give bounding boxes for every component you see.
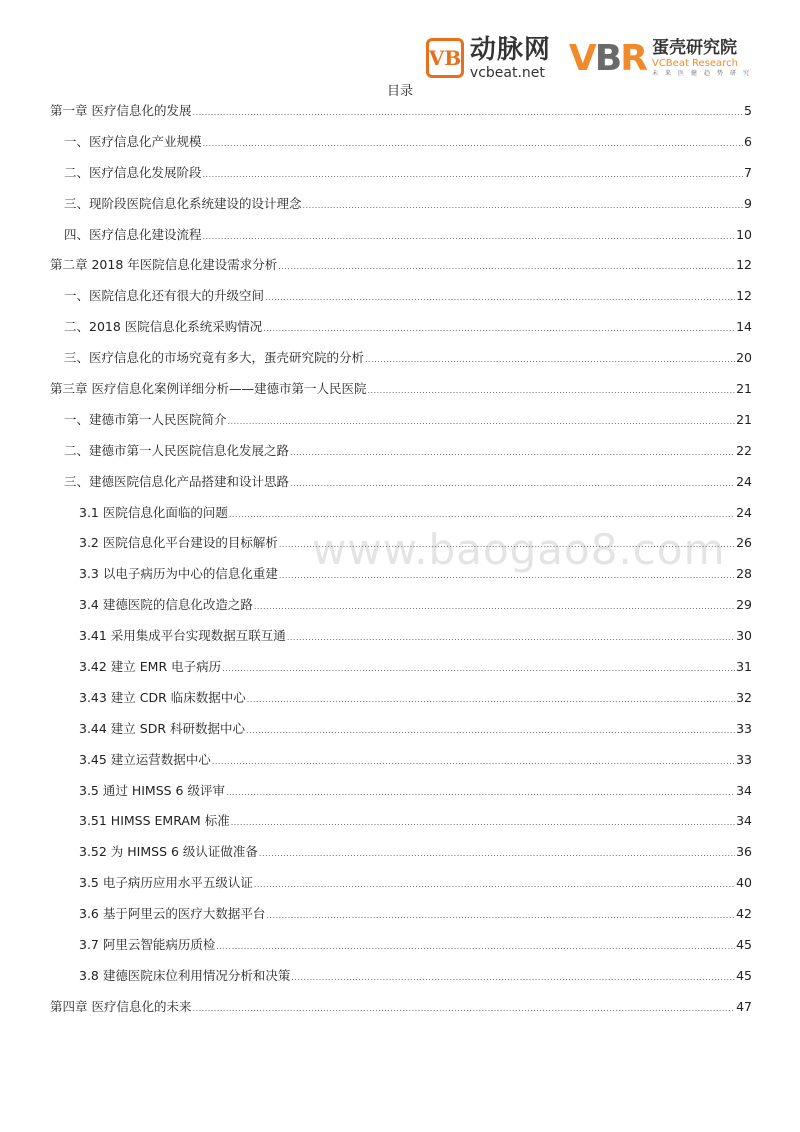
toc-entry-label: 第三章 医疗信息化案例详细分析——建德市第一人民医院 [50, 381, 367, 397]
toc-entry-label: 一、建德市第一人民医院简介 [64, 411, 227, 427]
toc-leader-dots [229, 500, 735, 531]
toc-leader-dots [279, 530, 735, 561]
toc-entry[interactable] [50, 528, 752, 559]
toc-entry-label: 3.2 医院信息化平台建设的目标解析 [79, 535, 278, 551]
toc-leader-dots [192, 98, 743, 129]
toc-entry-label: 3.44 建立 SDR 科研数据中心 [79, 720, 245, 736]
toc-entry-page: 33 [736, 751, 752, 767]
toc-leader-dots [226, 778, 735, 809]
toc-leader-dots [254, 870, 735, 901]
toc-entry-page: 9 [744, 195, 752, 211]
toc-entry-page: 47 [736, 998, 752, 1014]
toc-entry[interactable] [50, 961, 752, 992]
toc-entry[interactable] [50, 776, 752, 807]
toc-entry-label: 3.5 通过 HIMSS 6 级评审 [79, 782, 225, 798]
vb-logo-mark: VB [426, 38, 464, 78]
vbr-logo-mark [569, 38, 646, 79]
toc-entry-page: 34 [736, 782, 752, 798]
toc-entry-label: 3.3 以电子病历为中心的信息化重建 [79, 566, 278, 582]
toc-entry-page: 24 [736, 504, 752, 520]
toc-entry[interactable] [50, 127, 752, 158]
toc-entry-label: 一、医院信息化还有很大的升级空间 [64, 288, 265, 304]
toc-entry[interactable] [50, 745, 752, 776]
toc-leader-dots [254, 592, 735, 623]
table-of-contents [50, 96, 752, 1023]
toc-entry-page: 30 [736, 628, 752, 644]
toc-entry[interactable] [50, 467, 752, 498]
toc-entry-label: 3.45 建立运营数据中心 [79, 751, 211, 767]
toc-entry-page: 12 [736, 288, 752, 304]
vbr-logo [569, 38, 756, 79]
toc-leader-dots [265, 283, 735, 314]
toc-leader-dots [263, 314, 735, 345]
toc-entry-page: 28 [736, 566, 752, 582]
toc-leader-dots [367, 376, 735, 407]
toc-leader-dots [222, 654, 735, 685]
toc-entry-label: 三、建德医院信息化产品搭建和设计思路 [64, 473, 290, 489]
vbr-mark-r: R [620, 37, 646, 79]
toc-entry[interactable] [50, 868, 752, 899]
toc-entry[interactable] [50, 806, 752, 837]
toc-entry-label: 3.7 阿里云智能病历质检 [79, 937, 216, 953]
toc-leader-dots [246, 716, 735, 747]
toc-leader-dots [303, 191, 744, 222]
toc-entry[interactable] [50, 837, 752, 868]
toc-entry-label: 第一章 医疗信息化的发展 [50, 103, 192, 118]
toc-entry[interactable] [50, 590, 752, 621]
toc-entry[interactable] [50, 189, 752, 220]
toc-entry-label: 第四章 医疗信息化的未来 [50, 998, 192, 1014]
vbr-logo-en: VCBeat Research [651, 57, 738, 69]
toc-entry-label: 三、现阶段医院信息化系统建设的设计理念 [64, 195, 302, 211]
watermark: www.baogao8.com [312, 525, 726, 574]
toc-entry-label: 四、医疗信息化建设流程 [64, 226, 202, 242]
toc-leader-dots [247, 685, 735, 716]
toc-entry-page: 12 [736, 257, 752, 273]
vcbeat-logo-en: vcbeat.net [469, 64, 545, 81]
toc-entry[interactable] [50, 498, 752, 529]
toc-entry[interactable] [50, 436, 752, 467]
toc-entry-page: 21 [736, 411, 752, 427]
toc-entry-label: 第二章 2018 年医院信息化建设需求分析 [50, 257, 278, 273]
vcbeat-logo [426, 34, 551, 81]
toc-entry[interactable] [50, 621, 752, 652]
toc-entry-page: 34 [736, 813, 752, 829]
toc-leader-dots [290, 438, 735, 469]
toc-entry-page: 26 [736, 535, 752, 551]
toc-leader-dots [216, 932, 735, 963]
toc-entry-page: 32 [736, 689, 752, 705]
toc-entry-page: 45 [736, 967, 752, 983]
toc-entry-page: 31 [736, 659, 752, 675]
toc-entry-label: 二、2018 医院信息化系统采购情况 [64, 319, 263, 335]
toc-entry[interactable] [50, 652, 752, 683]
vbr-logo-text [651, 37, 756, 77]
toc-entry-page: 22 [736, 442, 752, 458]
toc-entry-label: 3.42 建立 EMR 电子病历 [79, 659, 222, 675]
toc-entry-page: 45 [736, 937, 752, 953]
toc-entry-label: 三、医疗信息化的市场究竟有多大，蛋壳研究院的分析 [64, 350, 365, 366]
toc-entry-page: 29 [736, 597, 752, 613]
toc-entry-label: 3.8 建德医院床位利用情况分析和决策 [79, 967, 291, 983]
toc-entry-page: 42 [736, 906, 752, 922]
toc-leader-dots [290, 469, 735, 500]
toc-leader-dots [212, 747, 735, 778]
vcbeat-logo-cn: 动脉网 [469, 34, 551, 65]
toc-entry[interactable] [50, 899, 752, 930]
toc-leader-dots [203, 129, 744, 160]
toc-entry[interactable] [50, 158, 752, 189]
toc-entry-label: 3.52 为 HIMSS 6 级认证做准备 [79, 844, 258, 860]
toc-entry[interactable] [50, 312, 752, 343]
toc-entry[interactable] [50, 281, 752, 312]
toc-entry-label: 一、医疗信息化产业规模 [64, 133, 202, 149]
toc-leader-dots [365, 345, 735, 376]
toc-entry[interactable] [50, 96, 752, 127]
vbr-mark-b: B [594, 37, 621, 79]
toc-entry-label: 3.1 医院信息化面临的问题 [79, 504, 228, 520]
toc-leader-dots [231, 808, 735, 839]
toc-entry[interactable] [50, 559, 752, 590]
toc-entry[interactable] [50, 220, 752, 251]
vcbeat-logo-text [469, 34, 551, 81]
toc-entry-page: 40 [736, 875, 752, 891]
toc-leader-dots [228, 407, 736, 438]
toc-entry-page: 20 [736, 350, 752, 366]
toc-entry-label: 3.4 建德医院的信息化改造之路 [79, 597, 253, 613]
page-header [426, 30, 756, 86]
toc-entry-page: 5 [744, 103, 752, 118]
toc-entry-page: 14 [736, 319, 752, 335]
toc-entry-label: 3.5 电子病历应用水平五级认证 [79, 875, 253, 891]
toc-entry-label: 3.41 采用集成平台实现数据互联互通 [79, 628, 286, 644]
toc-title: 目录 [386, 84, 413, 99]
toc-leader-dots [287, 623, 735, 654]
toc-leader-dots [266, 901, 735, 932]
toc-entry-label: 二、医疗信息化发展阶段 [64, 164, 202, 180]
toc-entry-page: 24 [736, 473, 752, 489]
vbr-logo-sub: 未来医健趋势研究 [651, 69, 756, 77]
toc-leader-dots [203, 160, 744, 191]
toc-entry-label: 3.43 建立 CDR 临床数据中心 [79, 689, 246, 705]
toc-leader-dots [291, 963, 735, 994]
toc-entry-page: 21 [736, 381, 752, 397]
toc-entry[interactable] [50, 714, 752, 745]
toc-leader-dots [278, 252, 735, 283]
toc-entry-page: 33 [736, 720, 752, 736]
toc-entry[interactable] [50, 405, 752, 436]
toc-entry-page: 10 [736, 226, 752, 242]
toc-leader-dots [203, 222, 736, 253]
toc-entry-page: 6 [744, 133, 752, 149]
vbr-mark-v: V [568, 37, 595, 79]
toc-entry[interactable] [50, 930, 752, 961]
toc-entry[interactable] [50, 250, 752, 281]
toc-entry-label: 二、建德市第一人民医院信息化发展之路 [64, 442, 290, 458]
toc-entry[interactable] [50, 374, 752, 405]
toc-entry-label: 3.6 基于阿里云的医疗大数据平台 [79, 906, 266, 922]
toc-entry-page: 36 [736, 844, 752, 860]
toc-entry-label: 3.51 HIMSS EMRAM 标准 [79, 813, 230, 829]
toc-entry-page: 7 [744, 164, 752, 180]
toc-entry[interactable] [50, 683, 752, 714]
toc-leader-dots [192, 994, 735, 1025]
toc-leader-dots [259, 839, 735, 870]
toc-entry[interactable] [50, 343, 752, 374]
toc-entry[interactable] [50, 992, 752, 1023]
toc-leader-dots [279, 561, 735, 592]
vbr-logo-cn: 蛋壳研究院 [651, 37, 737, 58]
